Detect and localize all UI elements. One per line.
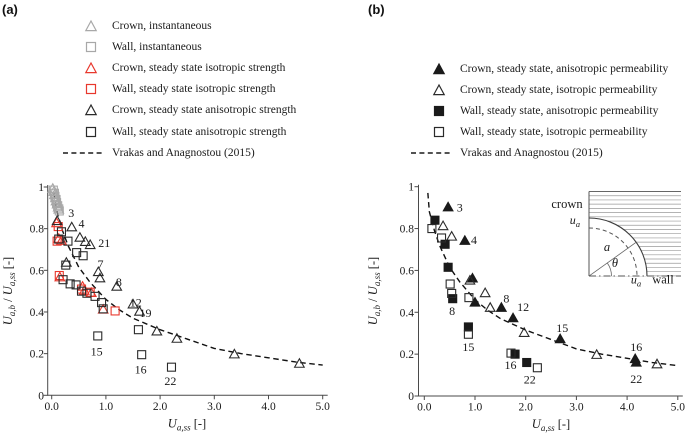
panel-a-tag: (a): [2, 2, 18, 17]
tick-label: 3.0: [207, 400, 222, 413]
tick-label: 3.0: [569, 401, 584, 414]
legend-item: [76, 79, 296, 100]
inset-ua-wall-label: $u_a$: [630, 272, 642, 289]
tick-label: 1.0: [467, 401, 483, 414]
legend-label: Vrakas and Anagnostou (2015): [112, 146, 255, 159]
data-point-marker: [438, 221, 448, 230]
legend-label: Crown, steady state, isotropic permeability: [460, 83, 658, 96]
triangle-open-icon: [76, 61, 106, 75]
tick-label: 1: [38, 182, 44, 194]
tick-label: 0.2: [29, 348, 44, 361]
legend-item: [424, 79, 668, 100]
point-label: 7: [97, 257, 104, 272]
point-label: 8: [115, 274, 122, 289]
tick-label: 0.2: [399, 349, 414, 362]
data-point-marker: [138, 351, 146, 359]
tick-label: 2.0: [518, 401, 533, 414]
tick-label: 0: [408, 391, 414, 403]
tick-label: 2.0: [152, 400, 168, 413]
tick-label: 0.6: [399, 265, 414, 278]
tick-label: 0.4: [399, 307, 414, 320]
tick-label: 4.0: [619, 401, 635, 414]
point-label: 22: [523, 372, 536, 387]
data-point-marker: [152, 326, 162, 335]
tick-label: 5.0: [670, 401, 685, 414]
tick-label: 4.0: [261, 400, 276, 413]
legend-label: Wall, steady state, anisotropic permeability: [460, 104, 659, 117]
data-point-marker: [443, 202, 453, 211]
square-open-icon: [76, 40, 106, 54]
point-label: 15: [556, 320, 569, 335]
x-axis-label: $U_{a,ss}$ [-]: [531, 417, 571, 433]
legend-item: [424, 58, 668, 79]
point-label: 15: [462, 339, 475, 354]
point-label: 12: [129, 295, 142, 310]
point-label: 19: [139, 306, 152, 321]
point-label: 4: [470, 233, 477, 248]
legend-label: Wall, steady state, isotropic permeability: [460, 126, 648, 139]
panel-a-plot: [1, 182, 330, 432]
series: [55, 228, 176, 371]
inset-ua-crown-label: $u_a$: [569, 213, 580, 229]
point-label: 15: [90, 344, 103, 359]
point-label: 22: [164, 374, 177, 389]
y-axis-label: $U_{a,b} / U_{a,ss}$ [-]: [366, 256, 382, 326]
panel-b-plot: [366, 182, 685, 433]
legend-label: Wall, instantaneous: [112, 40, 202, 53]
data-point-marker: [85, 240, 95, 249]
inset-radius-label: a: [603, 240, 611, 254]
square-open-icon: [76, 82, 106, 96]
inset-theta-label: θ: [611, 256, 619, 270]
data-point-marker: [555, 334, 565, 343]
tick-label: 0: [38, 390, 44, 403]
legend-item: [76, 121, 296, 142]
data-point-marker: [460, 236, 470, 245]
panel-b-tag: (b): [368, 2, 385, 17]
legend-label: Crown, steady state, anisotropic permeability: [460, 62, 669, 75]
panel-a-legend: [76, 15, 296, 163]
data-point-marker: [67, 222, 77, 231]
tunnel-inset: [551, 192, 681, 289]
triangle-open-icon: [424, 83, 454, 97]
data-point-marker: [485, 303, 495, 312]
dashed-line-icon: [410, 146, 454, 160]
point-label: 8: [449, 304, 456, 319]
data-point-marker: [523, 359, 531, 367]
data-point-marker: [431, 216, 439, 224]
square-open-icon: [76, 125, 106, 139]
tick-label: 5.0: [315, 400, 330, 413]
data-point-marker: [533, 364, 541, 372]
legend-item: [76, 142, 296, 163]
data-point-marker: [167, 363, 175, 371]
point-label: 12: [517, 300, 530, 315]
tick-label: 0.0: [44, 400, 59, 413]
square-filled-icon: [424, 104, 454, 118]
data-point-marker: [446, 280, 454, 288]
data-point-marker: [447, 232, 457, 241]
data-point-marker: [480, 288, 490, 297]
tick-label: 0.4: [29, 306, 44, 319]
point-label: 4: [78, 216, 85, 231]
tick-label: 1.0: [98, 400, 114, 413]
data-point-marker: [111, 307, 119, 315]
tick-label: 0.8: [399, 223, 414, 236]
triangle-filled-icon: [424, 62, 454, 76]
legend-item: [76, 57, 296, 78]
data-point-marker: [94, 332, 102, 340]
point-label: 21: [98, 236, 111, 251]
data-point-marker: [508, 313, 518, 322]
panel-b-legend: [424, 58, 668, 164]
legend-item: [76, 15, 296, 36]
tick-label: 1: [408, 181, 414, 194]
square-open-icon: [424, 125, 454, 139]
tick-label: 0.8: [29, 223, 44, 236]
data-point-marker: [98, 305, 108, 314]
legend-item: [424, 100, 668, 121]
legend-label: Crown, instantaneous: [112, 19, 212, 32]
triangle-open-icon: [76, 103, 106, 117]
legend-label: Wall, steady state anisotropic strength: [112, 125, 287, 138]
legend-item: [76, 36, 296, 57]
point-label: 8: [503, 291, 510, 306]
legend-label: Vrakas and Anagnostou (2015): [460, 147, 603, 160]
legend-label: Crown, steady state anisotropic strength: [112, 104, 297, 117]
data-point-marker: [134, 326, 142, 334]
legend-item: [424, 143, 668, 164]
point-label: 22: [630, 371, 643, 386]
point-label: 3: [68, 206, 75, 221]
point-label: 16: [134, 362, 147, 377]
data-point-marker: [444, 263, 452, 271]
tick-label: 0.0: [417, 401, 432, 414]
y-axis-label: $U_{a,b} / U_{a,ss}$ [-]: [1, 256, 17, 326]
legend-item: [424, 122, 668, 143]
point-label: 16: [504, 358, 517, 373]
inset-wall-label: wall: [652, 272, 674, 287]
tick-label: 0.6: [29, 265, 44, 278]
point-label: 16: [630, 339, 643, 354]
triangle-open-icon: [76, 19, 106, 33]
legend-label: Wall, steady state isotropic strength: [112, 83, 276, 96]
data-point-marker: [95, 273, 105, 282]
inset-crown-label: crown: [551, 197, 583, 211]
legend-label: Crown, steady state isotropic strength: [112, 61, 286, 74]
legend-item: [76, 100, 296, 121]
dashed-line-icon: [62, 146, 106, 160]
point-label: 3: [456, 200, 463, 215]
x-axis-label: $U_{a,ss}$ [-]: [167, 416, 207, 433]
